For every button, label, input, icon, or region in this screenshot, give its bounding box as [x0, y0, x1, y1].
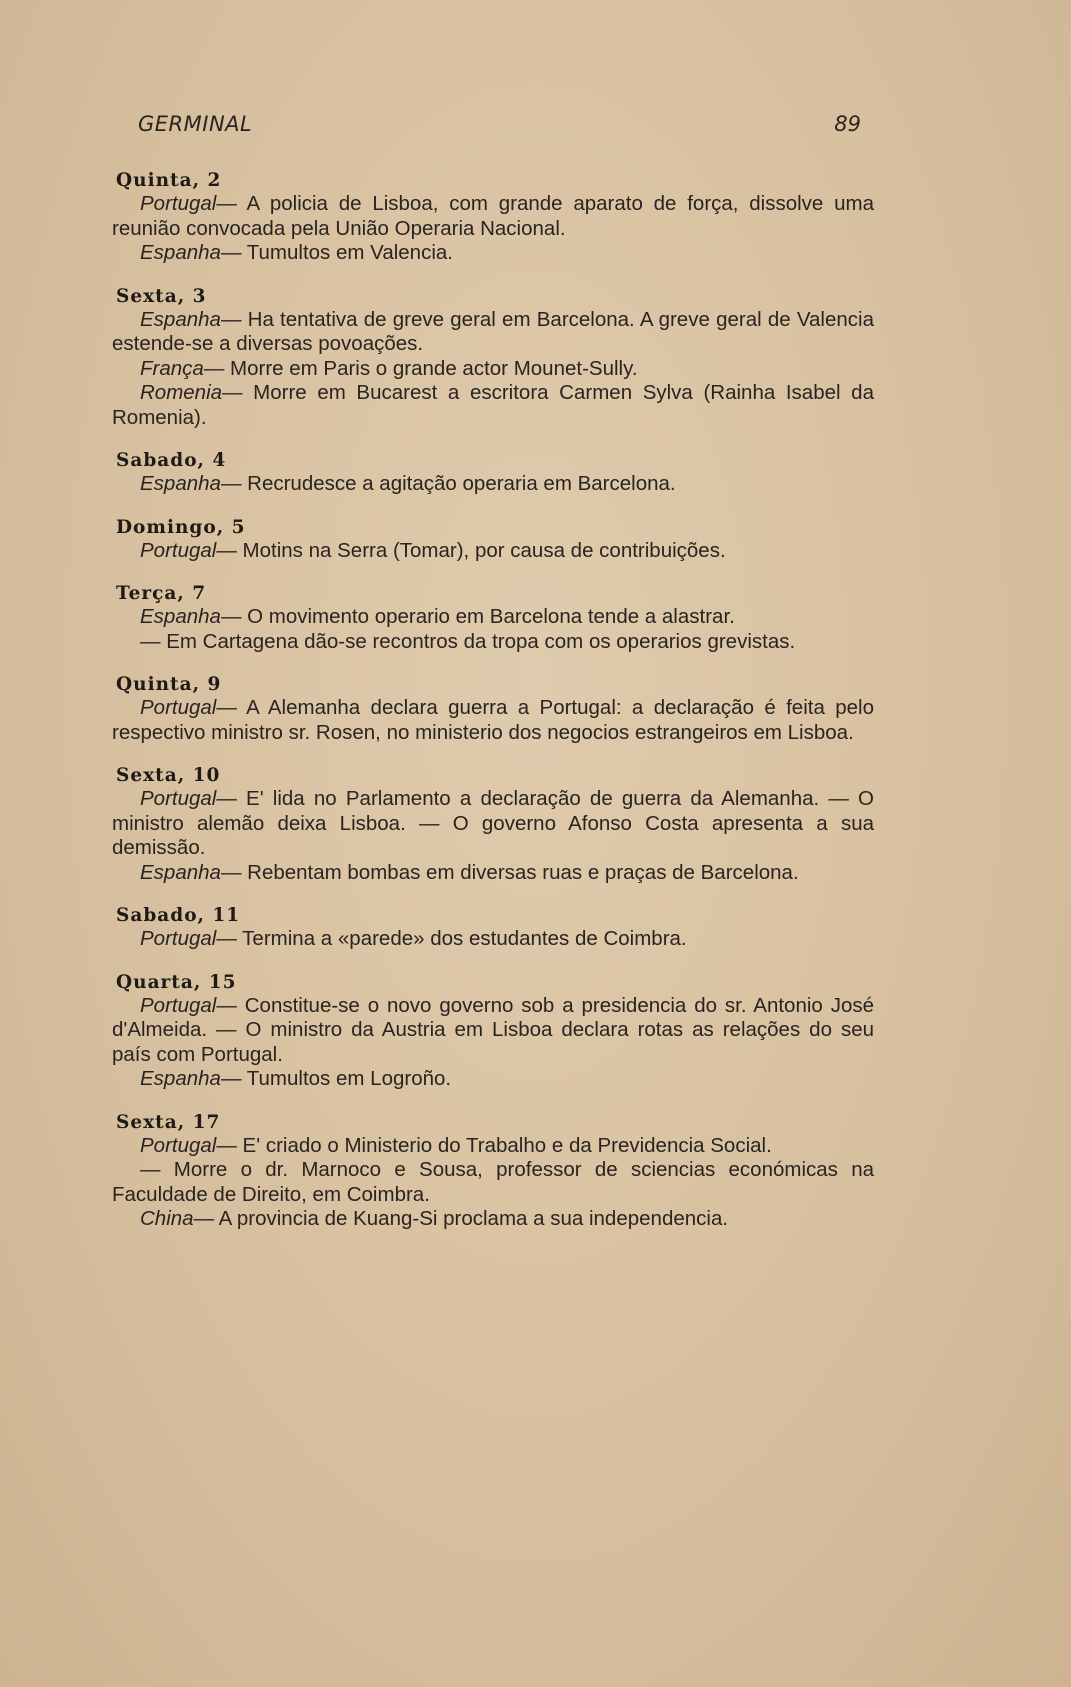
news-text: — A provincia de Kuang-Si proclama a sua independencia. — [193, 1207, 729, 1230]
date-heading: Quinta, 2 — [116, 170, 222, 191]
chronology-entry — [112, 972, 874, 1092]
news-text: — E' criado o Ministerio do Trabalho e da Previdencia Social. — [216, 1133, 772, 1157]
date-heading: Sabado, 4 — [116, 450, 227, 471]
country-label: Espanha — [140, 472, 221, 495]
news-item — [112, 605, 874, 630]
country-label: Romenia — [140, 381, 223, 404]
news-text: — E' lida no Parlamento a declaração de guerra da Alemanha. — O ministro alemão deixa Lisboa. — O governo Afonso Costa apresenta a sua demissão. — [112, 787, 874, 859]
country-label: Portugal — [140, 927, 217, 950]
date-heading: Terça, 7 — [116, 583, 207, 604]
country-label: Espanha — [140, 605, 221, 628]
country-label: China — [140, 1207, 194, 1230]
news-text: — O movimento operario em Barcelona tende a alastrar. — [220, 605, 735, 628]
news-item — [112, 308, 874, 357]
news-text: — Termina a «parede» dos estudantes de Coimbra. — [216, 927, 687, 950]
news-item — [112, 696, 874, 745]
news-text: — A policia de Lisboa, com grande aparato de força, dissolve uma reunião convocada pela União Operaria Nacional. — [112, 192, 874, 240]
date-heading: Sexta, 3 — [116, 285, 207, 307]
news-text: — Recrudesce a agitação operaria em Barcelona. — [220, 472, 676, 495]
news-item — [112, 472, 874, 497]
country-label: Portugal — [140, 787, 217, 810]
date-heading: Domingo, 5 — [116, 516, 246, 538]
news-item — [112, 630, 874, 655]
news-text: — Tumultos em Valencia. — [220, 241, 453, 264]
news-text: — A Alemanha declara guerra a Portugal: a declaração é feita pelo respectivo ministro sr. Rosen, no ministerio dos negocios estrangeiros em Lisboa. — [112, 696, 874, 744]
news-text: — Morre o dr. Marnoco e Sousa, professor de sciencias económicas na Faculdade de Direito, em Coimbra. — [112, 1158, 874, 1206]
news-item — [112, 357, 874, 382]
news-text: — Constitue-se o novo governo sob a presidencia do sr. Antonio José d'Almeida. — O ministro da Austria em Lisboa declara rotas as relações do seu país com Portugal. — [112, 993, 874, 1066]
chronology-entry — [112, 674, 874, 745]
country-label: França — [140, 356, 204, 380]
news-item — [112, 1158, 874, 1207]
country-label: Portugal — [140, 538, 217, 562]
date-heading: Quarta, 15 — [116, 971, 237, 993]
chronology-entry — [112, 170, 874, 266]
news-item — [112, 1207, 874, 1232]
news-item — [112, 241, 874, 266]
news-item — [112, 1134, 874, 1159]
news-item — [112, 539, 874, 564]
news-item — [112, 787, 874, 861]
country-label: Portugal — [140, 1133, 217, 1157]
page-header — [138, 112, 861, 136]
news-item — [112, 927, 874, 952]
running-title: GERMINAL — [138, 112, 253, 136]
chronology-entry — [112, 286, 874, 431]
country-label: Espanha — [140, 307, 221, 331]
page-number: 89 — [834, 112, 861, 136]
country-label: Portugal — [140, 696, 217, 719]
chronology-entry — [112, 450, 874, 497]
date-heading: Sabado, 11 — [116, 905, 241, 926]
news-text: — Em Cartagena dão-se recontros da tropa com os operarios grevistas. — [140, 629, 796, 653]
news-text: — Morre em Paris o grande actor Mounet-Sully. — [203, 356, 638, 380]
news-item — [112, 192, 874, 241]
news-item — [112, 861, 874, 886]
news-item — [112, 1067, 874, 1092]
chronology-entry — [112, 905, 874, 952]
news-text: — Motins na Serra (Tomar), por causa de contribuições. — [216, 538, 726, 562]
chronology-entry — [112, 765, 874, 885]
country-label: Espanha — [140, 241, 221, 264]
country-label: Espanha — [140, 1067, 221, 1090]
country-label: Espanha — [140, 860, 221, 884]
chronology — [112, 170, 874, 1252]
country-label: Portugal — [140, 192, 217, 215]
news-text: — Tumultos em Logroño. — [220, 1067, 452, 1090]
news-text: — Ha tentativa de greve geral em Barcelona. A greve geral de Valencia estende-se a diversas povoações. — [112, 307, 874, 355]
chronology-entry — [112, 517, 874, 564]
chronology-entry — [112, 583, 874, 654]
date-heading: Quinta, 9 — [116, 674, 222, 695]
date-heading: Sexta, 10 — [116, 765, 221, 786]
news-text: — Morre em Bucarest a escritora Carmen Sylva (Rainha Isabel da Romenia). — [112, 381, 874, 429]
country-label: Portugal — [140, 993, 217, 1017]
news-item — [112, 381, 874, 430]
chronology-entry — [112, 1112, 874, 1232]
date-heading: Sexta, 17 — [116, 1111, 221, 1133]
news-item — [112, 994, 874, 1068]
news-text: — Rebentam bombas em diversas ruas e praças de Barcelona. — [220, 860, 799, 884]
